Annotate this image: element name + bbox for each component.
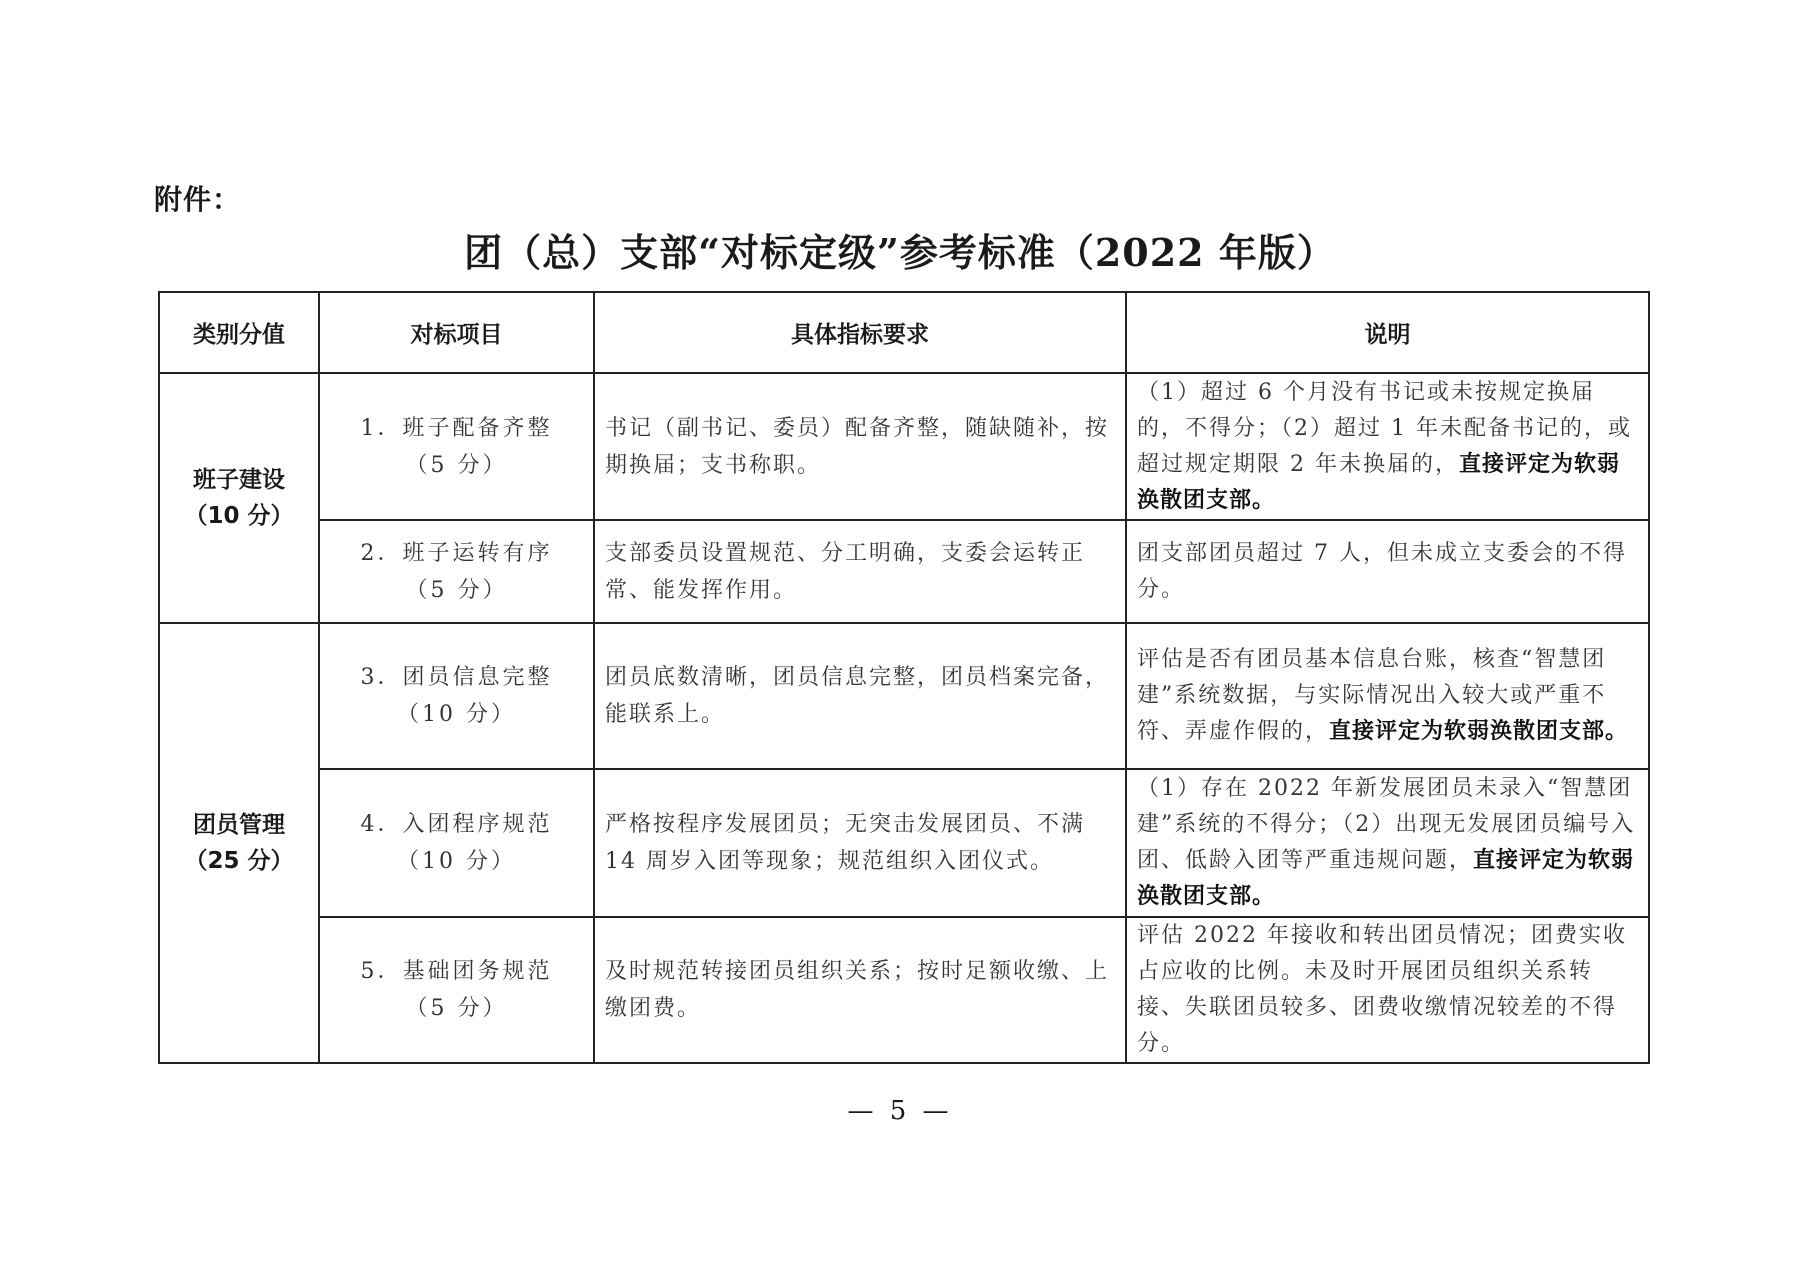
item-points: （10 分）: [397, 702, 516, 727]
item-cell: [319, 769, 594, 917]
note-emphasis: 直接评定为软弱涣散团支部。: [1137, 848, 1635, 909]
table-row: [159, 520, 1649, 623]
document-title: 团（总）支部“对标定级”参考标准（2022 年版）: [464, 230, 1336, 275]
item-cell: [319, 917, 594, 1063]
header-category: 类别分值: [159, 292, 319, 373]
requirement-cell: 及时规范转接团员组织关系；按时足额收缴、上缴团费。: [594, 917, 1126, 1063]
item-cell: [319, 520, 594, 623]
category-name: 班子建设: [193, 467, 285, 493]
note-text: 团支部团员超过 7 人，但未成立支委会的不得分。: [1137, 540, 1627, 602]
category-score: （10 分）: [184, 503, 294, 529]
note-cell: [1126, 623, 1649, 769]
item-points: （10 分）: [397, 849, 516, 874]
note-cell: [1126, 769, 1649, 917]
item-name: 5．基础团务规范: [360, 959, 553, 984]
table-row: [159, 917, 1649, 1063]
page-number: — 5 —: [847, 1096, 953, 1126]
note-cell: [1126, 373, 1649, 520]
table-row: [159, 623, 1649, 769]
category-name: 团员管理: [193, 812, 285, 838]
note-cell: [1126, 520, 1649, 623]
item-points: （5 分）: [405, 452, 508, 478]
category-cell: [159, 623, 319, 1063]
header-requirement: 具体指标要求: [594, 292, 1126, 373]
table-row: [159, 373, 1649, 520]
header-item: 对标项目: [319, 292, 594, 373]
item-cell: [319, 373, 594, 520]
item-name: 2．班子运转有序: [360, 540, 553, 566]
note-emphasis: 直接评定为软弱涣散团支部。: [1137, 451, 1620, 513]
requirement-cell: 严格按程序发展团员；无突击发展团员、不满 14 周岁入团等现象；规范组织入团仪式。: [594, 769, 1126, 917]
item-cell: [319, 623, 594, 769]
item-name: 1．班子配备齐整: [360, 415, 553, 441]
requirement-cell: 书记（副书记、委员）配备齐整，随缺随补，按期换届；支书称职。: [594, 373, 1126, 520]
note-text: （1）超过 6 个月没有书记或未按规定换届的，不得分；（2）超过 1 年未配备书记的，或超过规定期限 2 年未换届的，: [1137, 379, 1632, 477]
standards-table: [158, 291, 1650, 1064]
note-text: 评估是否有团员基本信息台账，核查“智慧团建”系统数据，与实际情况出入较大或严重不符、弄虚作假的，: [1137, 647, 1607, 744]
item-name: 3．团员信息完整: [360, 665, 553, 690]
item-points: （5 分）: [405, 996, 508, 1021]
category-score: （25 分）: [184, 848, 294, 874]
note-cell: [1126, 917, 1649, 1063]
item-name: 4．入团程序规范: [360, 812, 553, 837]
table-row: [159, 769, 1649, 917]
header-note: 说明: [1126, 292, 1649, 373]
requirement-cell: 支部委员设置规范、分工明确，支委会运转正常、能发挥作用。: [594, 520, 1126, 623]
note-text: 评估 2022 年接收和转出团员情况；团费实收占应收的比例。未及时开展团员组织关系转接、失联团员较多、团费收缴情况较差的不得分。: [1137, 923, 1627, 1056]
note-emphasis: 直接评定为软弱涣散团支部。: [1329, 719, 1629, 744]
attachment-label: 附件：: [154, 183, 242, 216]
item-points: （5 分）: [405, 577, 508, 603]
note-text: （1）存在 2022 年新发展团员未录入“智慧团建”系统的不得分；（2）出现无发展团员编号入团、低龄入团等严重违规问题，: [1137, 776, 1636, 873]
table-header-row: [159, 292, 1649, 373]
category-cell: [159, 373, 319, 623]
requirement-cell: 团员底数清晰，团员信息完整，团员档案完备，能联系上。: [594, 623, 1126, 769]
